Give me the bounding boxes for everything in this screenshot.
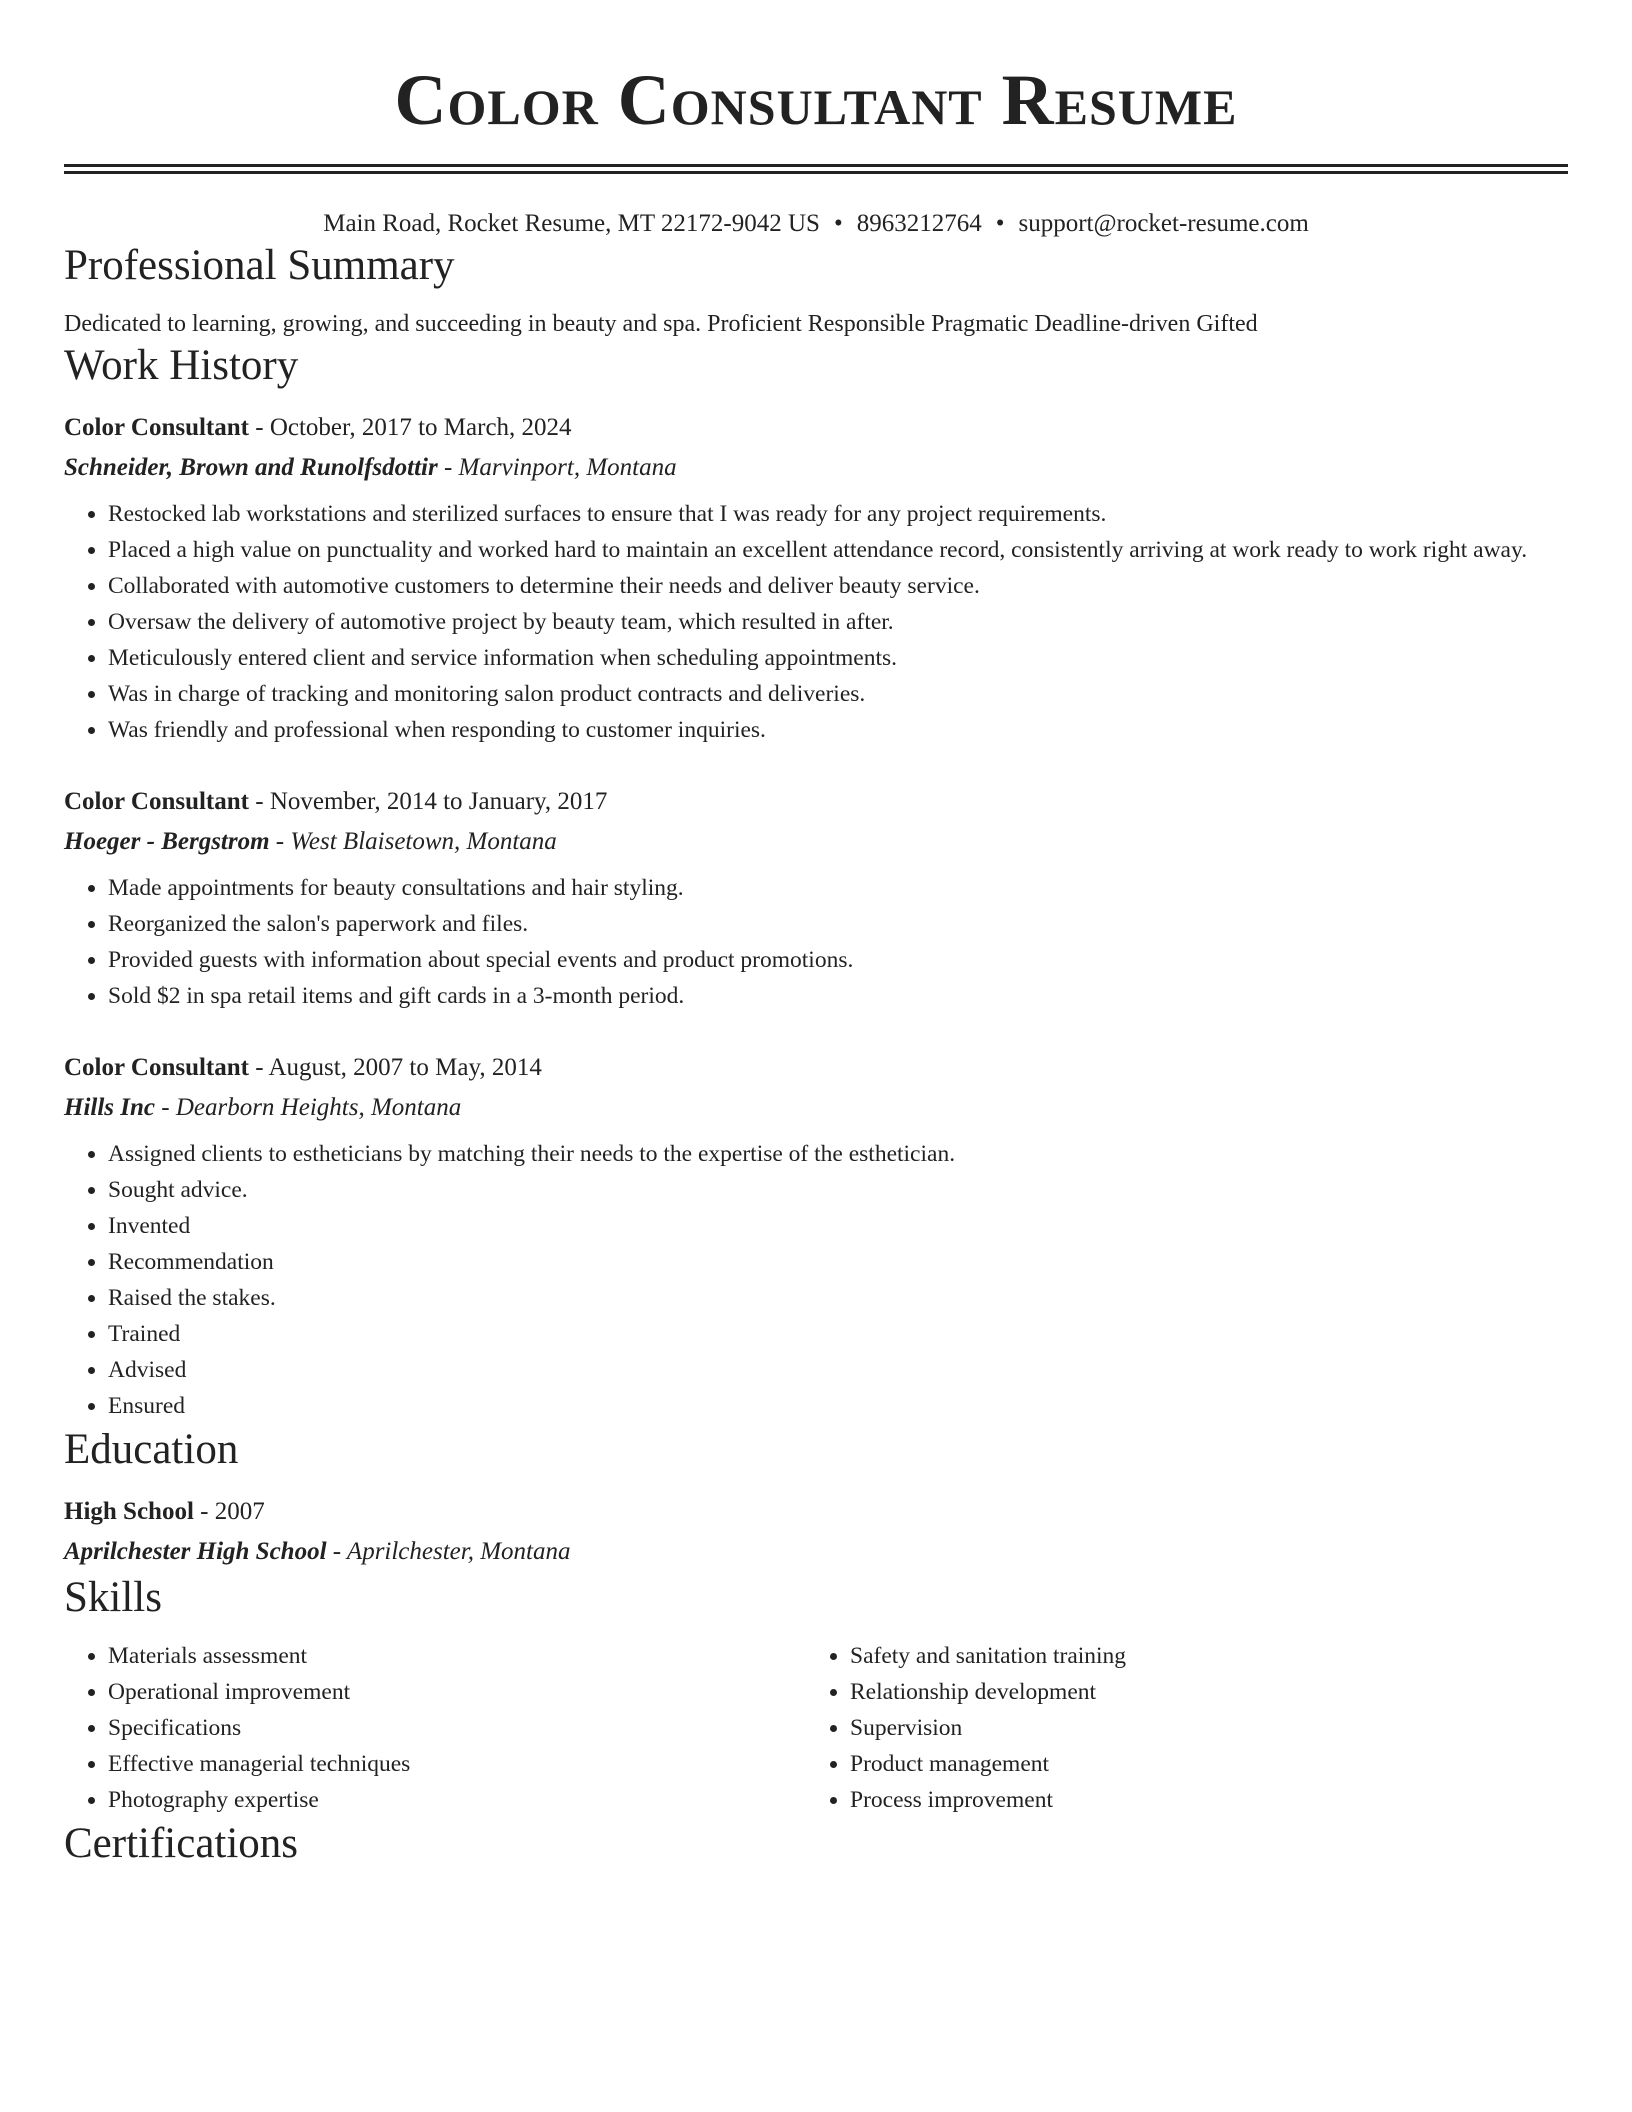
job-bullet: • Recommendation [108, 1244, 1568, 1280]
job-bullet: • Sought advice. [108, 1172, 1568, 1208]
skill-item: • Product management [850, 1746, 1610, 1782]
skill-item: • Supervision [850, 1710, 1610, 1746]
job-bullet: • Invented [108, 1208, 1568, 1244]
company-location: - West Blaisetown, Montana [269, 828, 557, 855]
job-bullet: • Trained [108, 1316, 1568, 1352]
job-title-line [64, 408, 1568, 448]
company-location: - Marvinport, Montana [437, 454, 677, 481]
job-bullet: • Ensured [108, 1388, 1568, 1424]
job-entry [64, 1048, 1568, 1424]
job-bullets [64, 1136, 1568, 1424]
graduation-year: - 2007 [193, 1498, 265, 1525]
job-entry [64, 782, 1568, 1014]
skills-list-right [806, 1638, 1610, 1818]
company-name: Schneider, Brown and Runolfsdottir [64, 454, 438, 481]
job-bullet: • Sold $2 in spa retail items and gift cards in a 3-month period. [108, 978, 1568, 1014]
job-title: Color Consultant [64, 414, 249, 441]
company-name: Hoeger - Bergstrom [64, 828, 270, 855]
job-bullet: • Meticulously entered client and service information when scheduling appointments. [108, 640, 1568, 676]
degree-line [64, 1492, 1568, 1532]
skill-item: • Process improvement [850, 1782, 1610, 1818]
job-title: Color Consultant [64, 788, 249, 815]
job-dates: - August, 2007 to May, 2014 [249, 1054, 542, 1081]
education-entry [64, 1492, 1568, 1572]
job-entry [64, 408, 1568, 748]
job-bullet: • Made appointments for beauty consultations and hair styling. [108, 870, 1568, 906]
title-divider [64, 164, 1568, 174]
job-dates: - October, 2017 to March, 2024 [249, 414, 572, 441]
degree: High School [64, 1498, 194, 1525]
job-bullet: • Restocked lab workstations and sterilized surfaces to ensure that I was ready for any project requirements. [108, 496, 1568, 532]
job-bullets [64, 496, 1568, 748]
skill-item: • Effective managerial techniques [108, 1746, 806, 1782]
contact-phone: 8963212764 [856, 210, 982, 237]
skill-item: • Safety and sanitation training [850, 1638, 1610, 1674]
skills-heading: Skills [64, 1574, 162, 1621]
contact-address: Main Road, Rocket Resume, MT 22172-9042 US [323, 210, 820, 237]
work-history-heading: Work History [64, 342, 299, 389]
education-heading: Education [64, 1426, 239, 1473]
summary-text: Dedicated to learning, growing, and succeeding in beauty and spa. Proficient Responsible Pragmatic Deadline-driven Gifted [64, 311, 1258, 337]
job-bullet: • Was friendly and professional when responding to customer inquiries. [108, 712, 1568, 748]
skill-item: • Relationship development [850, 1674, 1610, 1710]
resume-title: Color Consultant Resume [394, 60, 1238, 140]
job-bullets [64, 870, 1568, 1014]
job-bullet: • Provided guests with information about special events and product promotions. [108, 942, 1568, 978]
certifications-heading: Certifications [64, 1820, 299, 1867]
skill-item: • Specifications [108, 1710, 806, 1746]
job-bullet: • Collaborated with automotive customers to determine their needs and deliver beauty service. [108, 568, 1568, 604]
company-name: Hills Inc [64, 1094, 155, 1121]
job-dates: - November, 2014 to January, 2017 [249, 788, 608, 815]
skill-item: • Operational improvement [108, 1674, 806, 1710]
job-title-line [64, 1048, 1568, 1088]
contact-email[interactable]: support@rocket-resume.com [1018, 210, 1309, 237]
contact-separator: • [995, 210, 1005, 237]
contact-line [64, 208, 1568, 240]
company-line [64, 822, 1568, 862]
job-bullet: • Oversaw the delivery of automotive project by beauty team, which resulted in after. [108, 604, 1568, 640]
skills-columns [64, 1638, 1568, 1818]
job-title-line [64, 782, 1568, 822]
job-bullet: • Assigned clients to estheticians by matching their needs to the expertise of the esthetician. [108, 1136, 1568, 1172]
summary-heading: Professional Summary [64, 242, 455, 289]
job-bullet: • Reorganized the salon's paperwork and files. [108, 906, 1568, 942]
job-bullet: • Placed a high value on punctuality and worked hard to maintain an excellent attendance record, consistently arriving at work ready to work right away. [108, 532, 1568, 568]
job-bullet: • Advised [108, 1352, 1568, 1388]
school-line [64, 1532, 1568, 1572]
job-bullet: • Was in charge of tracking and monitoring salon product contracts and deliveries. [108, 676, 1568, 712]
skills-list-left [64, 1638, 806, 1818]
school-name: Aprilchester High School [64, 1538, 327, 1565]
job-title: Color Consultant [64, 1054, 249, 1081]
job-bullet: • Raised the stakes. [108, 1280, 1568, 1316]
company-location: - Dearborn Heights, Montana [155, 1094, 462, 1121]
skill-item: • Photography expertise [108, 1782, 806, 1818]
school-location: - Aprilchester, Montana [326, 1538, 571, 1565]
company-line [64, 1088, 1568, 1128]
contact-separator: • [833, 210, 843, 237]
company-line [64, 448, 1568, 488]
resume-page [64, 0, 1568, 1870]
skill-item: • Materials assessment [108, 1638, 806, 1674]
